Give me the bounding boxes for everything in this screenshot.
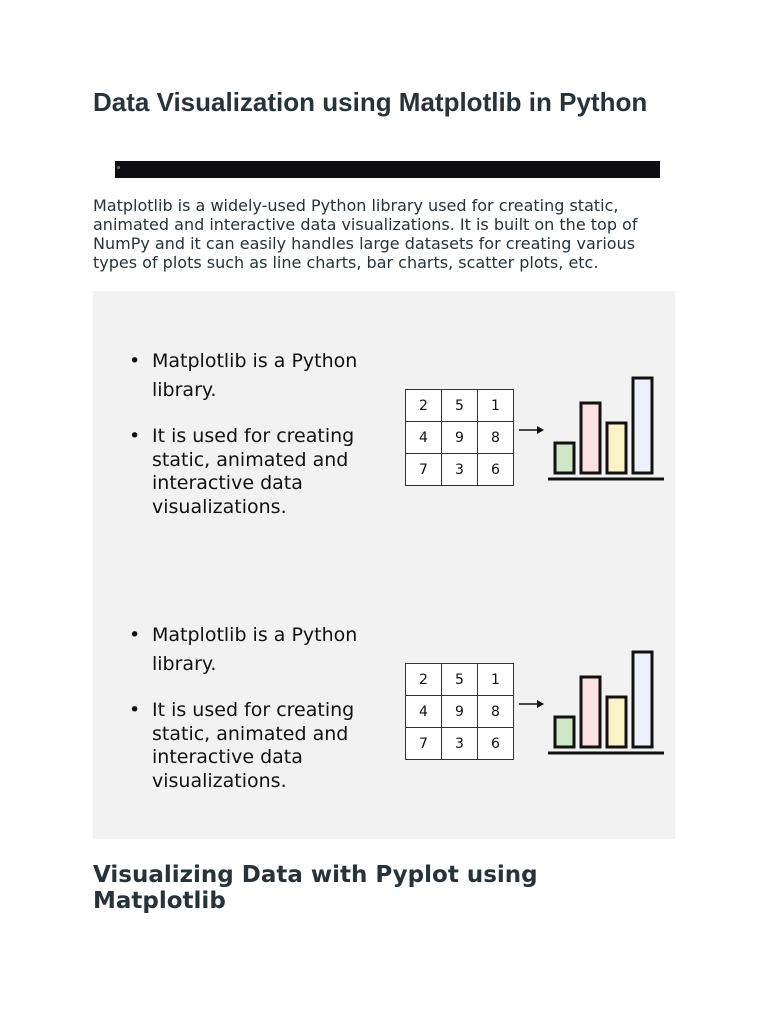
grid-cell: 1 [478, 664, 514, 696]
bullet-item: • It is used for creating static, animated and interactive data visualizations. [129, 699, 369, 793]
illustration-panel [93, 613, 675, 873]
grid-cell: 3 [442, 454, 478, 486]
grid-cell: 6 [478, 728, 514, 760]
bar-mark [555, 443, 574, 473]
page-title: Data Visualization using Matplotlib in Python [93, 87, 648, 117]
bullet-item: • Matplotlib is a Python library. [129, 347, 369, 405]
illustration-image [93, 291, 675, 839]
illustration-panel [93, 339, 675, 599]
section-heading: Visualizing Data with Pyplot using Matplotlib [93, 862, 538, 914]
bar-chart-icon [545, 643, 665, 759]
arrow-right-icon [519, 425, 545, 435]
grid-cell: 3 [442, 728, 478, 760]
grid-cell: 4 [406, 696, 442, 728]
video-indicator-icon [117, 166, 120, 169]
grid-cell: 4 [406, 422, 442, 454]
bar-mark [581, 403, 600, 473]
bullet-item: • It is used for creating static, animated and interactive data visualizations. [129, 425, 369, 519]
bar-chart-icon [545, 369, 665, 485]
grid-cell: 2 [406, 390, 442, 422]
grid-cell: 1 [478, 390, 514, 422]
grid-cell: 5 [442, 390, 478, 422]
bullet-item: • Matplotlib is a Python library. [129, 621, 369, 679]
grid-cell: 7 [406, 454, 442, 486]
data-grid [405, 663, 514, 760]
bullet-list [129, 621, 369, 793]
data-grid [405, 389, 514, 486]
grid-cell: 8 [478, 422, 514, 454]
grid-cell: 9 [442, 696, 478, 728]
bullet-list [129, 347, 369, 519]
bar-mark [607, 423, 626, 473]
bar-mark [581, 677, 600, 747]
bar-mark [607, 697, 626, 747]
grid-cell: 9 [442, 422, 478, 454]
grid-cell: 8 [478, 696, 514, 728]
grid-cell: 7 [406, 728, 442, 760]
grid-cell: 2 [406, 664, 442, 696]
embedded-video-bar[interactable] [115, 161, 660, 178]
bar-mark [633, 378, 652, 473]
grid-cell: 6 [478, 454, 514, 486]
grid-cell: 5 [442, 664, 478, 696]
arrow-right-icon [519, 699, 545, 709]
bar-mark [555, 717, 574, 747]
bar-mark [633, 652, 652, 747]
intro-paragraph: Matplotlib is a widely-used Python library used for creating static, animated and interactive data visualizations. It is built on the top of NumPy and it can easily handles large datasets for creating various types of plots such as line charts, bar charts, scatter plots, etc. [93, 196, 638, 272]
